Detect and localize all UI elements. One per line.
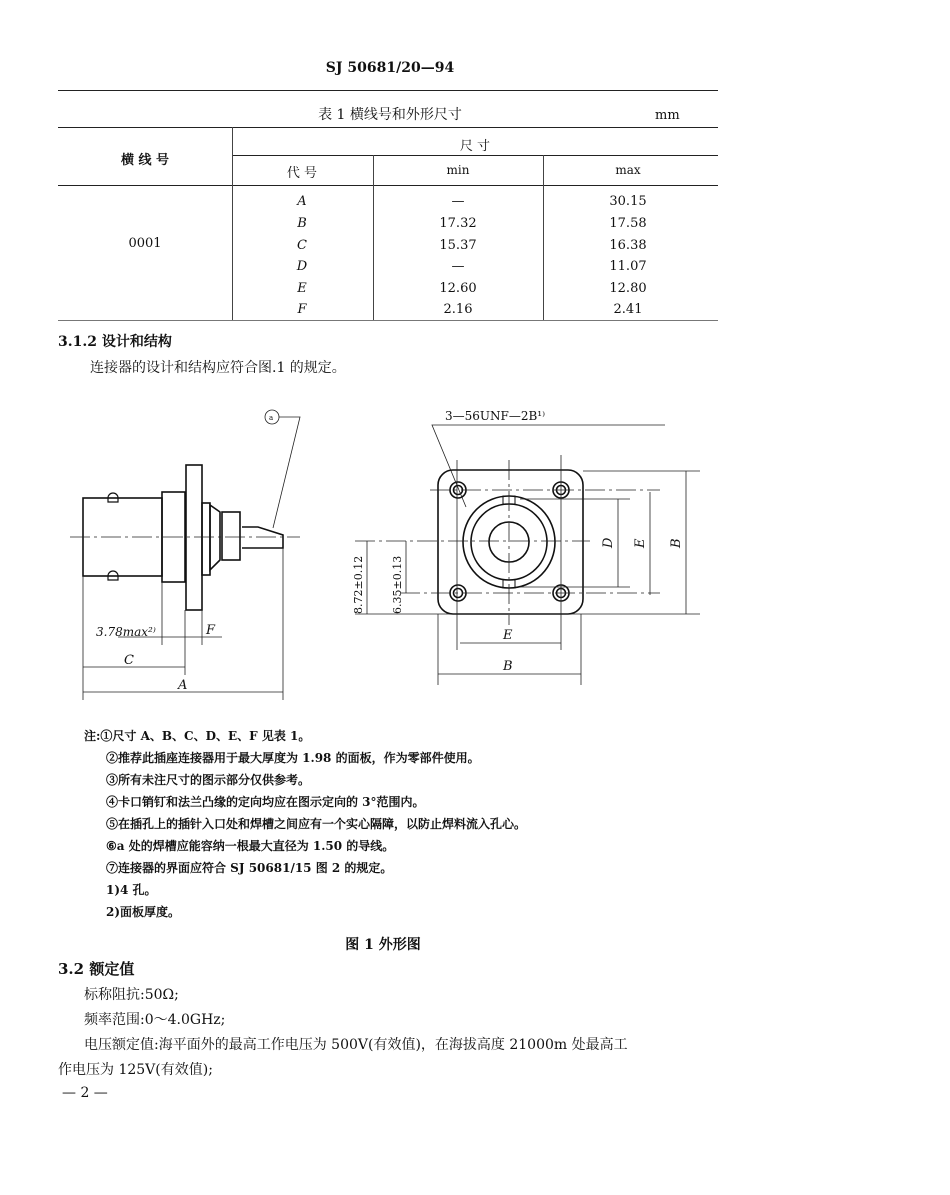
col-header-code: 代 号	[286, 166, 318, 181]
dim-e-bottom-label: E	[503, 628, 513, 643]
rating-line: 频率范围:0～4.0GHz;	[84, 1012, 226, 1028]
table-cell-max: 16.38	[609, 238, 647, 253]
dim-d-label: D	[601, 537, 616, 548]
col-header-max: max	[615, 163, 641, 177]
page-number: — 2 —	[62, 1085, 108, 1101]
document-id: SJ 50681/20—94	[325, 60, 455, 76]
table-cell-min: —	[451, 259, 465, 274]
thread-label: 3—56UNF—2B¹⁾	[445, 409, 546, 423]
rating-line: 作电压为 125V(有效值);	[58, 1062, 213, 1078]
table-cell-min: —	[451, 194, 465, 209]
table-cell-max: 11.07	[609, 259, 647, 274]
note-item: ④卡口销钉和法兰凸缘的定向均应在图示定向的 3°范围内。	[106, 795, 425, 809]
table-cell-min: 12.60	[439, 281, 477, 296]
dim-378-label: 3.78max²⁾	[96, 625, 156, 639]
table-cell-max: 30.15	[609, 194, 647, 209]
table-title: 表 1 横线号和外形尺寸	[318, 107, 462, 123]
note-item: ⑥a 处的焊槽应能容纳一根最大直径为 1.50 的导线。	[106, 839, 395, 853]
table-cell-min: 17.32	[439, 216, 477, 231]
side-view	[83, 465, 283, 610]
table-cell-code: B	[297, 216, 307, 231]
col-header-dimension: 尺 寸	[459, 139, 491, 154]
table-unit: mm	[655, 108, 680, 123]
note-item: 2)面板厚度。	[106, 905, 181, 919]
table-cell-max: 2.41	[613, 302, 643, 317]
note-item: ③所有未注尺寸的图示部分仅供参考。	[106, 773, 311, 787]
dim-b-side-label: B	[669, 538, 684, 548]
table-cell-max: 12.80	[609, 281, 647, 296]
figure-caption: 图 1 外形图	[345, 937, 421, 953]
note-item: ⑤在插孔上的插针入口处和焊槽之间应有一个实心隔障，以防止焊料流入孔心。	[106, 817, 527, 831]
table-cell-min: 2.16	[443, 302, 473, 317]
dim-a-label: A	[178, 678, 188, 693]
rating-line: 标称阻抗:50Ω;	[84, 987, 179, 1003]
dim-e-side-label: E	[633, 538, 648, 548]
note-item: 1)4 孔。	[106, 883, 157, 897]
line-number-cell: 0001	[128, 236, 162, 251]
note-item: 注:①尺寸 A、B、C、D、E、F 见表 1。	[84, 729, 311, 743]
section-text-312: 连接器的设计和结构应符合图.1 的规定。	[90, 360, 346, 376]
note-item: ⑦连接器的界面应符合 SJ 50681/15 图 2 的规定。	[106, 861, 393, 875]
table-cell-code: C	[297, 238, 307, 253]
col-header-min: min	[446, 163, 470, 177]
table-cell-max: 17.58	[609, 216, 647, 231]
table-cell-code: E	[297, 281, 307, 296]
rating-line: 电压额定值:海平面外的最高工作电压为 500V(有效值)，在海拔高度 21000m 处最高工	[84, 1037, 628, 1053]
dim-635-label: 6.35±0.13	[391, 555, 404, 614]
dim-872-label: 8.72±0.12	[352, 555, 365, 614]
leader-label: a	[269, 414, 274, 422]
dim-b-bottom-label: B	[503, 659, 513, 674]
table-cell-code: D	[296, 259, 308, 274]
section-heading-312: 3.1.2 设计和结构	[58, 334, 172, 350]
table-cell-min: 15.37	[439, 238, 477, 253]
dim-c-label: C	[124, 653, 134, 668]
col-header-line-number: 横 线 号	[120, 153, 170, 168]
note-item: ②推荐此插座连接器用于最大厚度为 1.98 的面板，作为零部件使用。	[106, 751, 480, 765]
table-cell-code: A	[297, 194, 307, 209]
section-heading-32: 3.2 额定值	[58, 960, 135, 978]
dim-f-label: F	[206, 623, 216, 638]
table-cell-code: F	[297, 302, 307, 317]
